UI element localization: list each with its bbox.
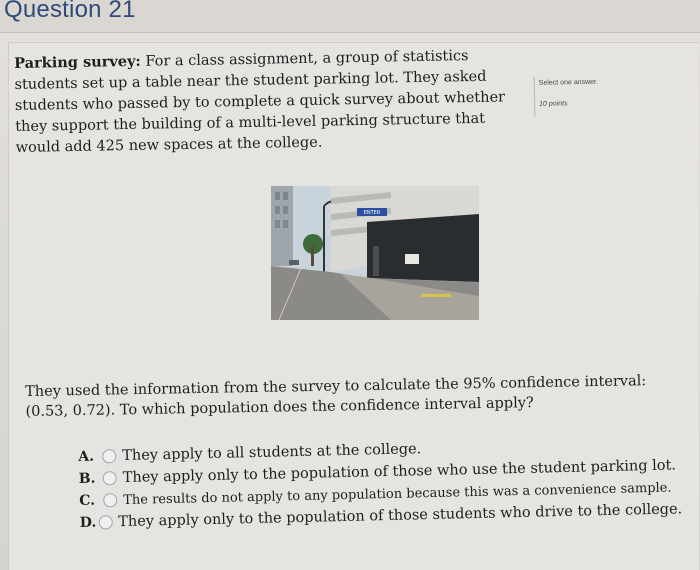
choice-text: They apply to all students at the college.: [122, 441, 422, 464]
choice-letter: D.: [79, 514, 97, 531]
question-title: Question 21: [4, 0, 136, 23]
distant-car: [289, 260, 299, 265]
question-meta: [534, 75, 636, 117]
choice-text: They apply only to the population of those who use the student parking lot.: [122, 457, 677, 486]
radio-button-a[interactable]: [102, 449, 116, 463]
radio-button-c[interactable]: [103, 493, 117, 507]
followup-question: They used the information from the survey to calculate the 95% confidence interval: (0.53, 0.72). To which population does the confidence interval apply?: [25, 373, 647, 420]
photo-illustration: [271, 186, 479, 320]
enter-sign-text: ENTER: [363, 210, 381, 216]
choice-text: They apply only to the population of those students who drive to the college.: [118, 501, 683, 531]
radio-button-b[interactable]: [103, 471, 117, 485]
answer-instruction: Select one answer.: [538, 78, 598, 87]
answer-choices: [78, 432, 683, 534]
curb-paint: [421, 294, 451, 297]
prompt-heading: Parking survey:: [14, 52, 141, 72]
radio-button-d[interactable]: [98, 515, 112, 529]
garage-entrance: [367, 214, 479, 282]
left-building: [271, 186, 293, 266]
choice-letter: C.: [79, 492, 96, 509]
choice-letter: B.: [78, 470, 96, 487]
street-lamp: [323, 206, 325, 272]
choice-letter: A.: [78, 448, 95, 465]
parking-structure-photo: [271, 186, 479, 320]
points-label: 10 points: [539, 100, 568, 108]
question-header: [0, 0, 700, 33]
prompt-body: For a class assignment, a group of statistics students set up a table near the student parking lot. They asked students who passed by to complete a quick survey about whether they support the building of a multi-level parking structure that would add 425 new spaces at the college.: [14, 48, 506, 156]
question-prompt: [14, 44, 526, 159]
choice-text: The results do not apply to any population because this was a convenience sample.: [123, 480, 672, 508]
